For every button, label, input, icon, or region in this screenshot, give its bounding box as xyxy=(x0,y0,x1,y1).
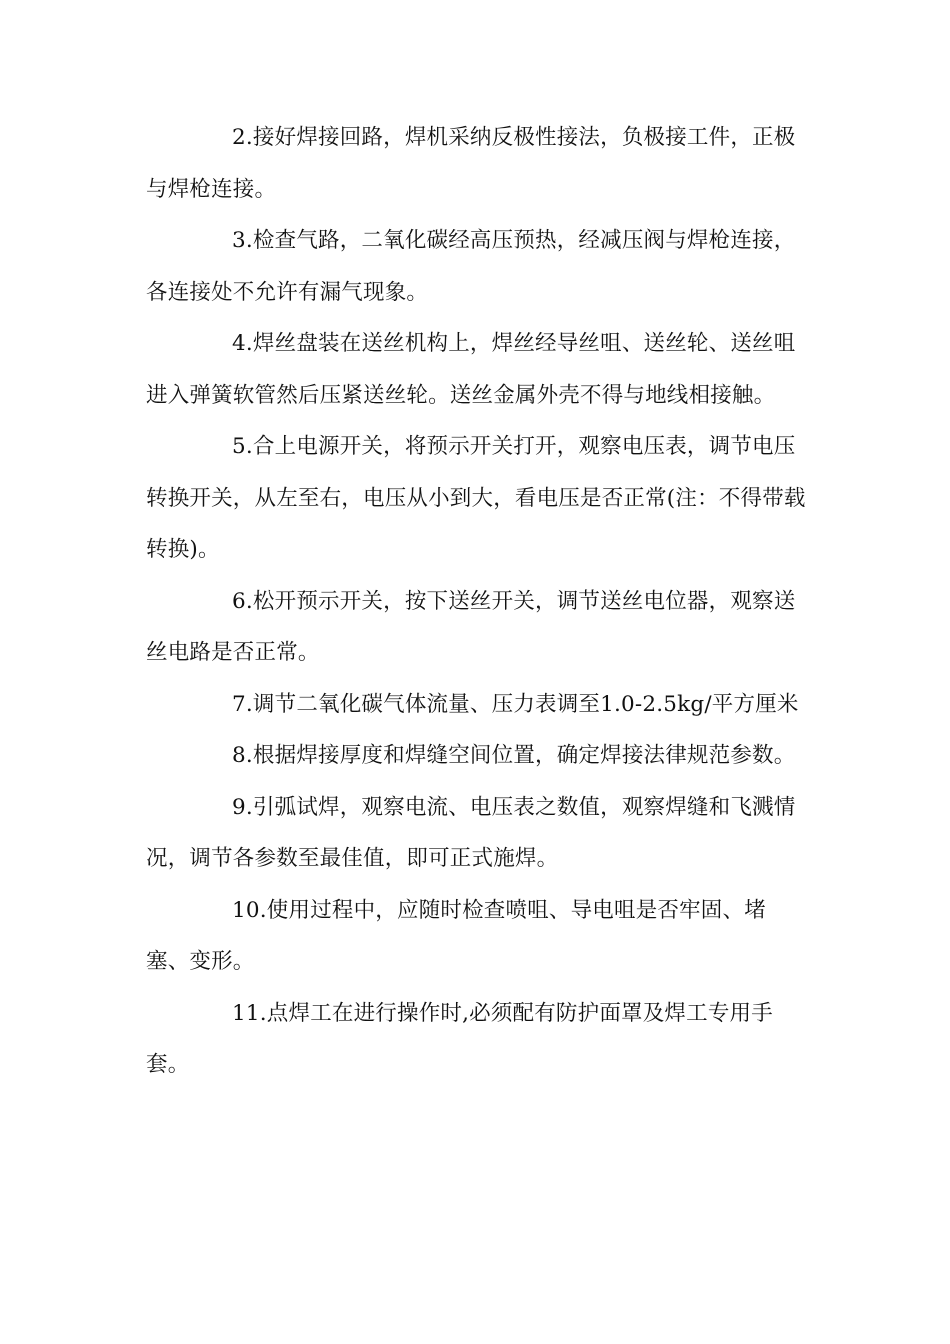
paragraph-step-4: 4.焊丝盘装在送丝机构上，焊丝经导丝咀、送丝轮、送丝咀进入弹簧软管然后压紧送丝轮。送丝金属外壳不得与地线相接触。 xyxy=(146,331,796,408)
paragraph-step-6: 6.松开预示开关，按下送丝开关，调节送丝电位器，观察送丝电路是否正常。 xyxy=(146,588,796,665)
paragraph-step-8: 8.根据焊接厚度和焊缝空间位置，确定焊接法律规范参数。 xyxy=(232,743,796,768)
paragraph-step-7: 7.调节二氧化碳气体流量、压力表调至1.0-2.5kg/平方厘米 xyxy=(232,691,799,717)
paragraph-step-9: 9.引弧试焊，观察电流、电压表之数值，观察焊缝和飞溅情况，调节各参数至最佳值，即可正式施焊。 xyxy=(146,794,796,871)
paragraph-step-3: 3.检查气路，二氧化碳经高压预热，经减压阀与焊枪连接，各连接处不允许有漏气现象。 xyxy=(146,228,796,305)
paragraph-step-10: 10.使用过程中，应随时检查喷咀、导电咀是否牢固、堵塞、变形。 xyxy=(146,897,766,974)
paragraph-step-2: 2.接好焊接回路，焊机采纳反极性接法，负极接工件，正极与焊枪连接。 xyxy=(146,125,796,202)
paragraph-step-5: 5.合上电源开关，将预示开关打开，观察电压表，调节电压转换开关，从左至右，电压从小到大，看电压是否正常(注：不得带载转换)。 xyxy=(146,434,806,562)
document-body xyxy=(146,112,806,1091)
paragraph-step-11: 11.点焊工在进行操作时,必须配有防护面罩及焊工专用手套。 xyxy=(146,1000,773,1077)
